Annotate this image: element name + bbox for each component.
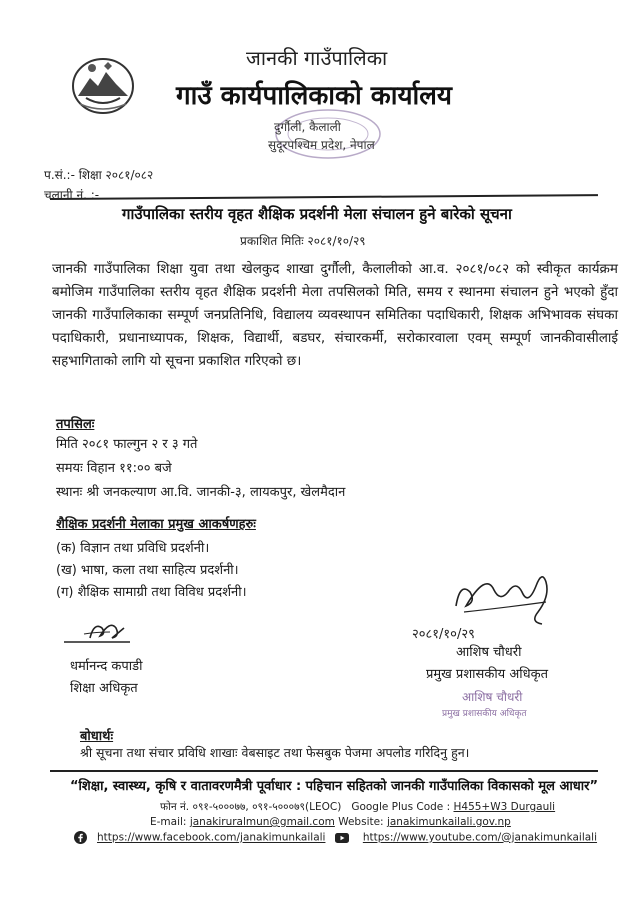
nepal-emblem-icon <box>68 52 138 116</box>
right-signatory-title: प्रमुख प्रशासकीय अधिकृत <box>426 667 549 682</box>
left-signatory-title: शिक्षा अधिकृत <box>70 681 138 696</box>
office-address-province: सुदूरपश्चिम प्रदेश, नेपाल <box>268 138 375 152</box>
footer-social-line <box>74 831 597 844</box>
handwritten-date: २०८१/१०/२९ <box>412 627 475 642</box>
footer-slogan: “शिक्षा, स्वास्थ्य, कृषि र वातावरणमैत्री पूर्वाधार : पहिचान सहितको जानकी गाउँपालिका विकासको मूल आधार” <box>70 779 598 794</box>
officer-stamp-name: आशिष चौधरी <box>462 690 523 704</box>
event-venue: स्थानः श्री जनकल्याण आ.वि. जानकी-३, लायकपुर, खेलमैदान <box>56 485 346 500</box>
footer-divider <box>50 770 598 772</box>
right-signatory-name: आशिष चौधरी <box>456 645 522 660</box>
website-label: Website: <box>338 816 384 828</box>
facebook-icon <box>74 831 87 844</box>
email-label: E-mail: <box>150 816 187 828</box>
office-name: गाउँ कार्यपालिकाको कार्यालय <box>176 81 452 111</box>
google-plus-code[interactable]: H455+W3 Durgauli <box>453 801 556 813</box>
dispatch-number: चलानी नं. :- <box>44 188 100 202</box>
footer-phone-line <box>160 800 555 814</box>
details-heading: तपसिलः <box>56 417 95 432</box>
header-divider <box>50 194 598 200</box>
google-plus-label: Google Plus Code : <box>351 801 451 813</box>
footer-email-line <box>150 816 511 828</box>
left-signatory-name: धर्मानन्द कपाडी <box>70 659 143 674</box>
officer-stamp-title: प्रमुख प्रशासकीय अधिकृत <box>442 709 527 719</box>
municipality-name: जानकी गाउँपालिका <box>246 46 388 70</box>
website-link[interactable]: janakimunkailali.gov.np <box>386 816 511 828</box>
event-time: समयः विहान ११:०० बजे <box>56 461 172 476</box>
signature-left <box>60 614 140 652</box>
attraction-item: (ख) भाषा, कला तथा साहित्य प्रदर्शनी। <box>56 563 239 578</box>
note-heading: बोधार्थः <box>80 729 114 744</box>
office-address-city: दुर्गौली, कैलाली <box>274 120 341 134</box>
email-link[interactable]: janakiruralmun@gmail.com <box>189 816 335 828</box>
youtube-link[interactable]: https://www.youtube.com/@janakimunkailali <box>362 831 598 844</box>
attraction-item: (ग) शैक्षिक सामाग्री तथा विविध प्रदर्शनी। <box>56 585 247 600</box>
facebook-link[interactable]: https://www.facebook.com/janakimunkailali <box>97 831 326 844</box>
attractions-heading: शैक्षिक प्रदर्शनी मेलाका प्रमुख आकर्षणहरुः <box>56 517 256 532</box>
notice-body: जानकी गाउँपालिका शिक्षा युवा तथा खेलकुद शाखा दुर्गौली, कैलालीको आ.व. २०८१/०८२ को स्वीकृत कार्यक्रम बमोजिम गाउँपालिका स्तरीय वृहत शैक्षिक प्रदर्शनी मेला तपसिलको मिति, समय र स्थानमा संचालन हुने भएको हुँदा जानकी गाउँपालिकाका सम्पूर्ण जनप्रतिनिधि, विद्यालय व्यवस्थापन समितिका पदाधिकारी, शिक्षक अभिभावक संघका पदाधिकारी, प्रधानाध्यापक, शिक्षक, विद्यार्थी, बडघर, संचारकर्मी, सरोकारवाला एवम् सम्पूर्ण जानकीवासीलाई सहभागिताको लागि यो सूचना प्रकाशित गरिएको छ। <box>52 261 618 369</box>
reference-number: प.सं.:- शिक्षा २०८१/०८२ <box>44 168 154 182</box>
signature-right <box>446 562 556 628</box>
event-date: मिति २०८१ फाल्गुन २ र ३ गते <box>56 437 198 452</box>
youtube-icon <box>335 833 349 843</box>
notice-title: गाउँपालिका स्तरीय वृहत शैक्षिक प्रदर्शनी मेला संचालन हुने बारेको सूचना <box>122 205 512 223</box>
attraction-item: (क) विज्ञान तथा प्रविधि प्रदर्शनी। <box>56 541 210 556</box>
phone-numbers: फोन नं. ०९१-५०००७७, ०९१-५०००७९(LEOC) <box>160 801 342 813</box>
note-text: श्री सूचना तथा संचार प्रविधि शाखाः वेबसाइट तथा फेसबुक पेजमा अपलोड गरिदिनु हुन। <box>80 745 470 760</box>
published-date: प्रकाशित मितिः २०८१/१०/२९ <box>240 234 366 248</box>
